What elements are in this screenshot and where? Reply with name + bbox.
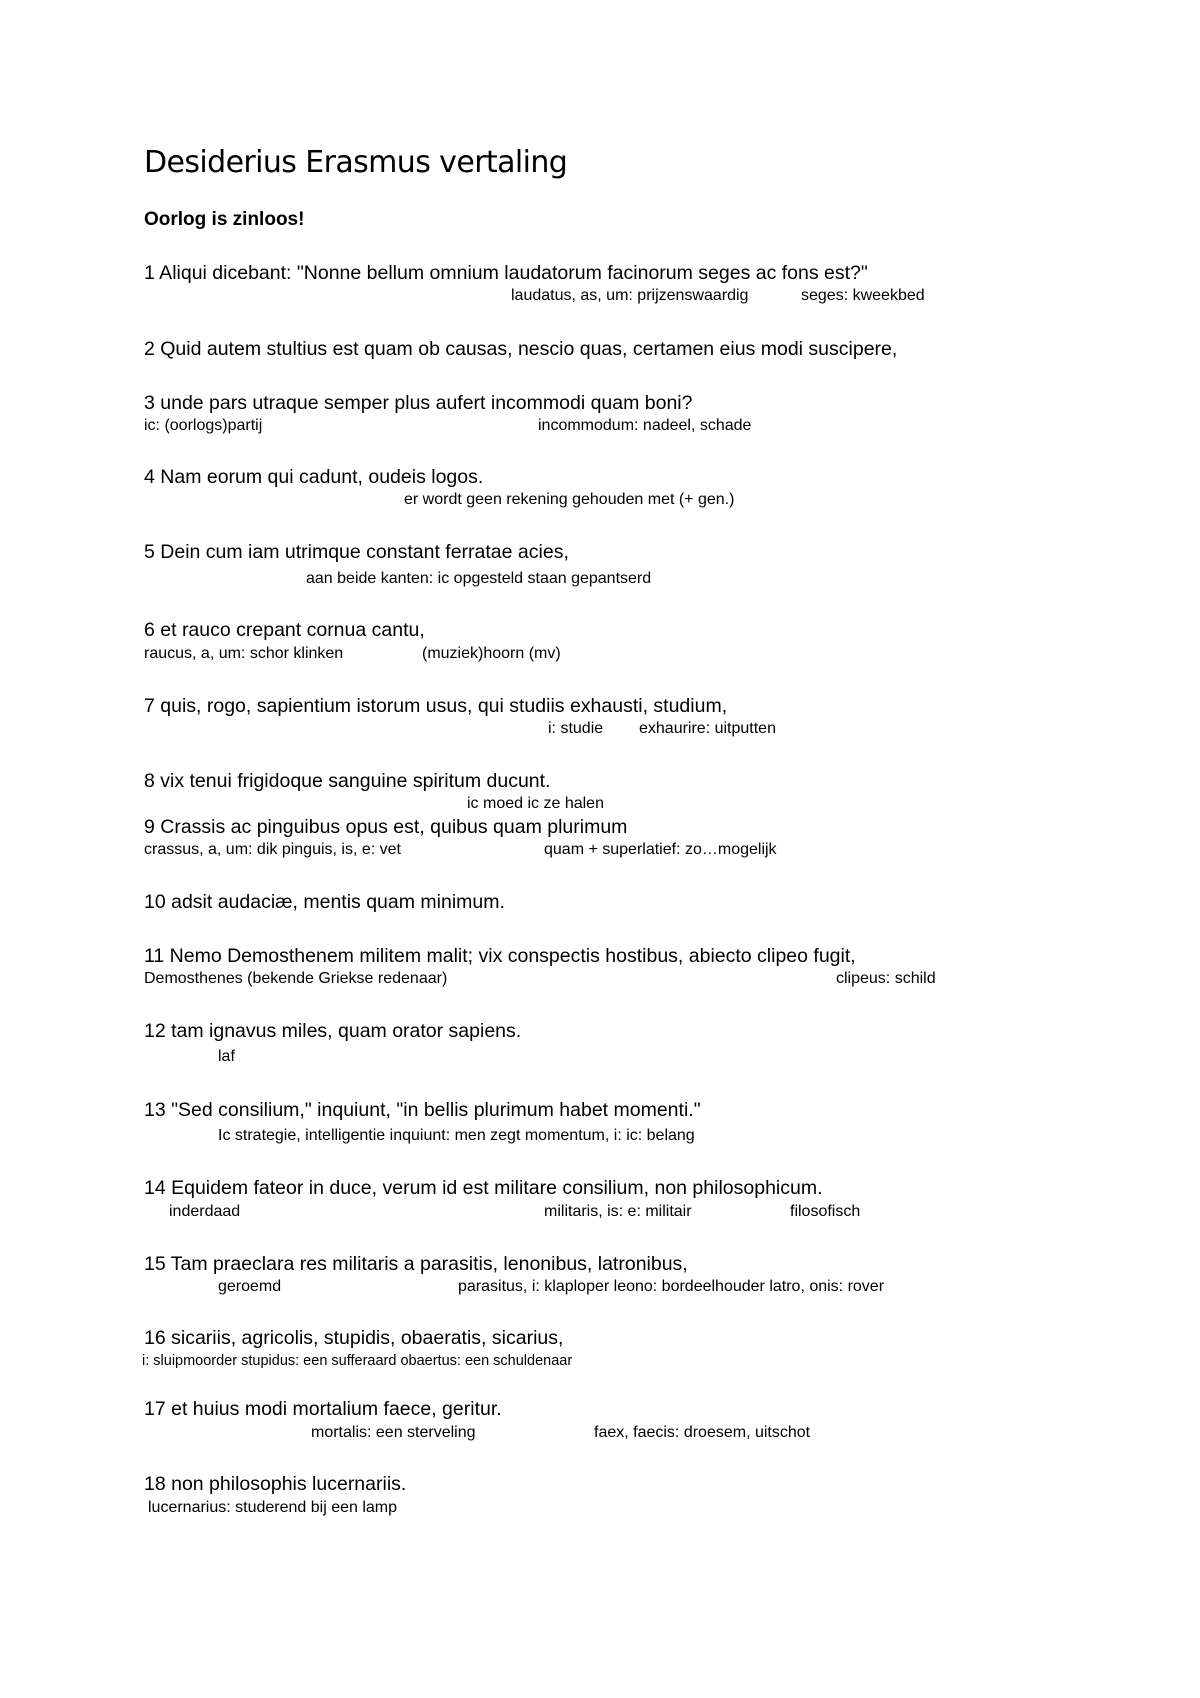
gloss-16-a: i: sluipmoorder stupidus: een sufferaard obaertus: een schuldenaar [142,1353,573,1369]
gloss-9-a: crassus, a, um: dik pinguis, is, e: vet [144,841,401,858]
latin-line-2: 2 Quid autem stultius est quam ob causas, nescio quas, certamen eius modi suscipere, [144,338,898,360]
gloss-6-b: (muziek)hoorn (mv) [422,645,561,662]
latin-line-13: 13 "Sed consilium," inquiunt, "in bellis plurimum habet momenti." [144,1099,701,1121]
latin-line-10: 10 adsit audaciæ, mentis quam minimum. [144,891,505,913]
gloss-12-a: laf [218,1048,235,1065]
gloss-6-a: raucus, a, um: schor klinken [144,645,344,662]
gloss-7-b: exhaurire: uitputten [639,720,776,737]
gloss-14-c: filosofisch [790,1203,861,1220]
latin-line-12: 12 tam ignavus miles, quam orator sapiens. [144,1020,522,1042]
latin-line-16: 16 sicariis, agricolis, stupidis, obaeratis, sicarius, [144,1327,564,1349]
latin-line-18: 18 non philosophis lucernariis. [144,1473,407,1495]
latin-line-17: 17 et huius modi mortalium faece, geritur. [144,1398,502,1420]
gloss-3-b: incommodum: nadeel, schade [538,417,752,434]
gloss-4-a: er wordt geen rekening gehouden met (+ gen.) [404,491,735,508]
gloss-18-a: lucernarius: studerend bij een lamp [148,1499,398,1516]
gloss-15-b: parasitus, i: klaploper leono: bordeelhouder latro, onis: rover [458,1278,885,1295]
gloss-14-a: inderdaad [169,1203,241,1220]
latin-line-5: 5 Dein cum iam utrimque constant ferratae acies, [144,541,569,563]
gloss-1-a: laudatus, as, um: prijzenswaardig [511,287,749,304]
latin-line-8: 8 vix tenui frigidoque sanguine spiritum ducunt. [144,770,551,792]
gloss-13-a: Ic strategie, intelligentie inquiunt: men zegt momentum, i: ic: belang [218,1127,695,1144]
gloss-11-a: Demosthenes (bekende Griekse redenaar) [144,970,448,987]
gloss-7-a: i: studie [548,720,604,737]
document-subtitle: Oorlog is zinloos! [144,209,305,230]
latin-line-9: 9 Crassis ac pinguibus opus est, quibus quam plurimum [144,816,628,838]
latin-line-7: 7 quis, rogo, sapientium istorum usus, qui studiis exhausti, studium, [144,695,728,717]
latin-line-11: 11 Nemo Demosthenem militem malit; vix conspectis hostibus, abiecto clipeo fugit, [144,945,856,967]
latin-line-6: 6 et rauco crepant cornua cantu, [144,619,425,641]
gloss-15-a: geroemd [218,1278,282,1295]
latin-line-4: 4 Nam eorum qui cadunt, oudeis logos. [144,466,484,488]
gloss-14-b: militaris, is: e: militair [544,1203,692,1220]
gloss-3-a: ic: (oorlogs)partij [144,417,263,434]
gloss-17-a: mortalis: een sterveling [311,1424,476,1441]
gloss-9-b: quam + superlatief: zo…mogelijk [544,841,777,858]
gloss-5-a: aan beide kanten: ic opgesteld staan gepantserd [306,570,652,587]
latin-line-15: 15 Tam praeclara res militaris a parasitis, lenonibus, latronibus, [144,1253,688,1275]
latin-line-14: 14 Equidem fateor in duce, verum id est militare consilium, non philosophicum. [144,1177,823,1199]
gloss-11-b: clipeus: schild [836,970,936,987]
gloss-8-a: ic moed ic ze halen [467,795,604,812]
latin-line-3: 3 unde pars utraque semper plus aufert incommodi quam boni? [144,392,693,414]
gloss-17-b: faex, faecis: droesem, uitschot [594,1424,811,1441]
gloss-1-b: seges: kweekbed [801,287,925,304]
latin-line-1: 1 Aliqui dicebant: "Nonne bellum omnium laudatorum facinorum seges ac fons est?" [144,262,868,284]
document-title: Desiderius Erasmus vertaling [144,145,568,180]
